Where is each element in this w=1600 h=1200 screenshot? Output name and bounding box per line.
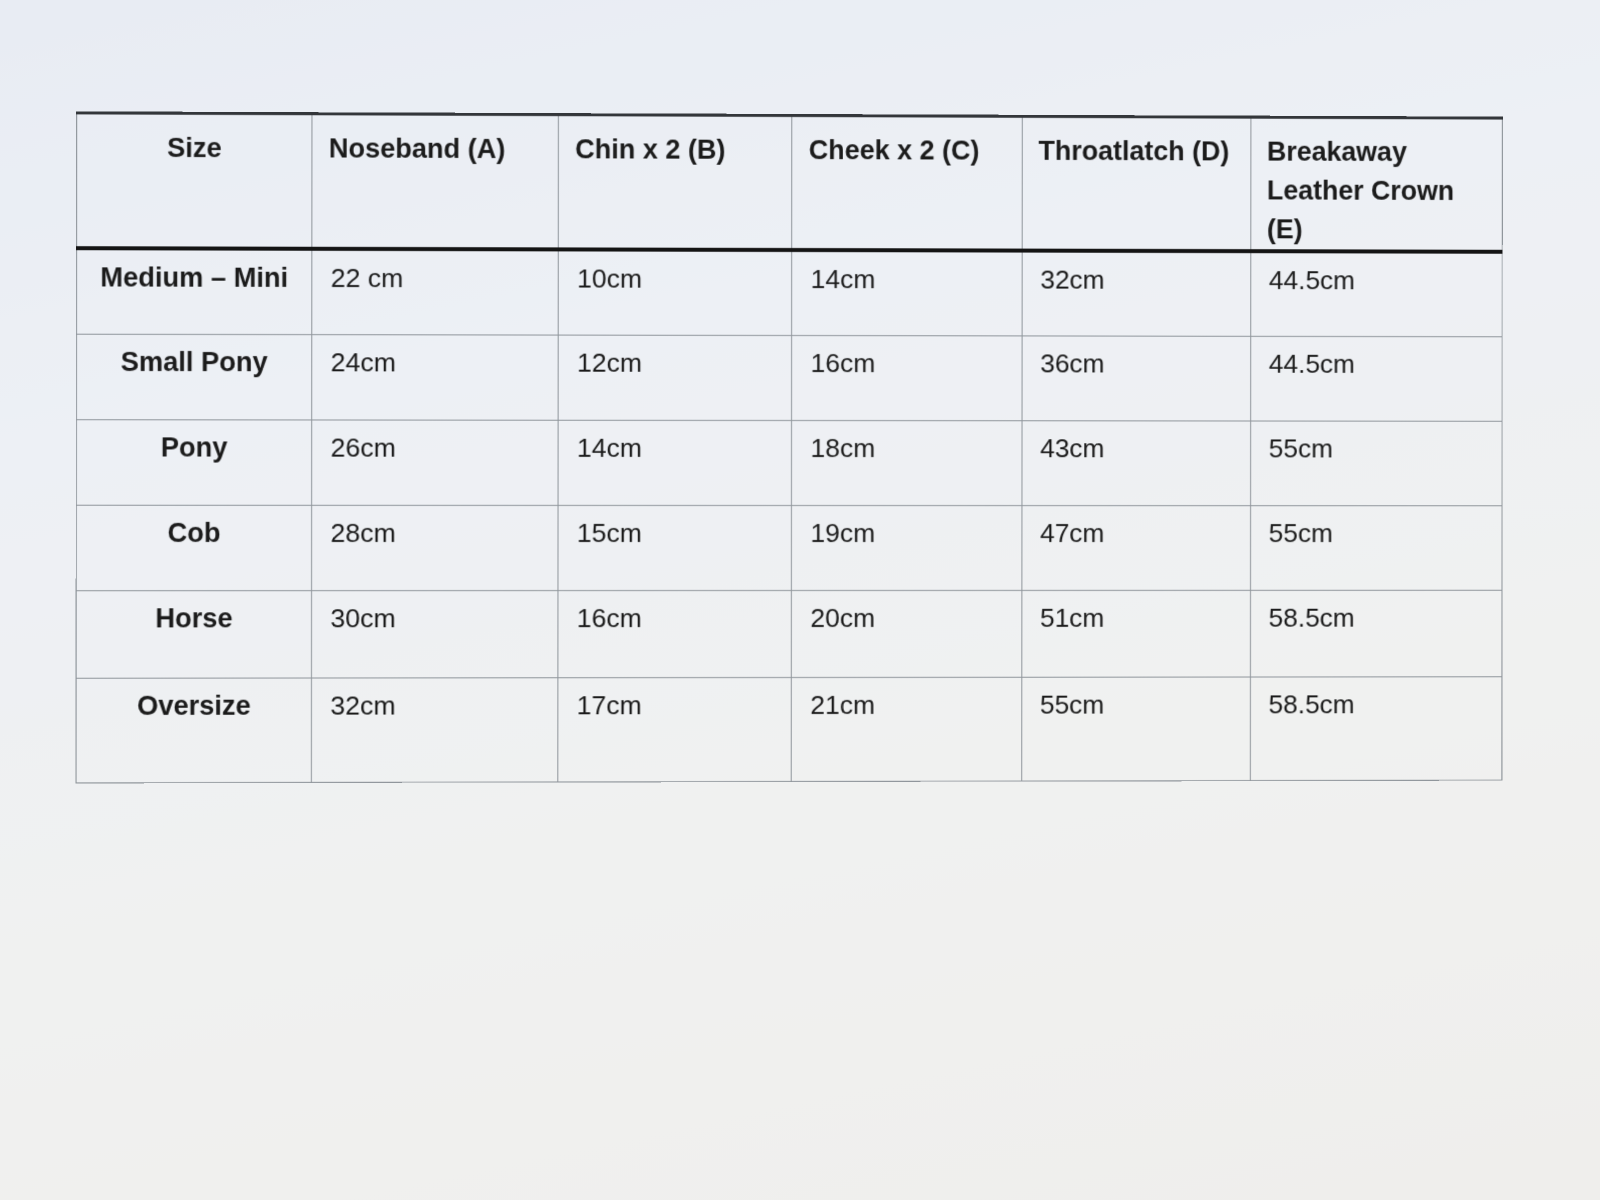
cell-size: Cob (76, 505, 312, 591)
cell-cheek: 21cm (792, 677, 1022, 781)
table-row (76, 420, 1502, 506)
cell-noseband: 22 cm (312, 249, 559, 335)
cell-size: Pony (76, 420, 312, 506)
table-row (76, 505, 1502, 591)
cell-chin: 12cm (558, 335, 792, 420)
cell-chin: 16cm (558, 590, 792, 677)
table-row (76, 249, 1502, 337)
cell-crown: 58.5cm (1250, 590, 1502, 677)
halter-size-chart (76, 111, 1503, 783)
cell-chin: 15cm (558, 505, 792, 590)
cell-crown: 44.5cm (1250, 336, 1502, 421)
cell-size: Small Pony (76, 334, 312, 420)
cell-noseband: 24cm (312, 335, 559, 421)
cell-throatlatch: 47cm (1022, 506, 1251, 591)
cell-crown: 55cm (1250, 421, 1502, 506)
cell-noseband: 26cm (312, 420, 559, 505)
table-row (76, 334, 1502, 421)
cell-cheek: 18cm (792, 420, 1022, 505)
cell-throatlatch: 32cm (1022, 251, 1251, 336)
column-header-cheek: Cheek x 2 (C) (792, 115, 1022, 251)
cell-throatlatch: 36cm (1022, 336, 1251, 421)
cell-cheek: 16cm (792, 335, 1022, 420)
cell-chin: 14cm (558, 420, 792, 505)
cell-noseband: 32cm (312, 678, 559, 783)
cell-chin: 17cm (558, 677, 792, 781)
cell-size: Medium – Mini (76, 249, 312, 335)
cell-size: Oversize (76, 678, 312, 783)
cell-cheek: 19cm (792, 505, 1022, 590)
table-row (76, 590, 1502, 678)
table-row (76, 677, 1502, 783)
column-header-throatlatch: Throatlatch (D) (1022, 116, 1251, 251)
header-row (77, 113, 1503, 252)
cell-throatlatch: 43cm (1022, 421, 1251, 506)
cell-cheek: 20cm (792, 590, 1022, 677)
cell-crown: 55cm (1250, 506, 1502, 591)
cell-cheek: 14cm (792, 250, 1022, 335)
cell-size: Horse (76, 591, 312, 679)
cell-noseband: 28cm (312, 505, 559, 590)
cell-throatlatch: 55cm (1021, 677, 1250, 781)
column-header-size: Size (77, 113, 313, 249)
cell-crown: 58.5cm (1250, 677, 1502, 781)
column-header-chin: Chin x 2 (B) (559, 115, 793, 251)
column-header-breakaway-leather-crown: Breakaway Leather Crown (E) (1251, 117, 1503, 252)
column-header-noseband: Noseband (A) (312, 114, 559, 250)
cell-crown: 44.5cm (1251, 252, 1503, 337)
cell-noseband: 30cm (312, 590, 559, 677)
cell-chin: 10cm (559, 250, 793, 336)
cell-throatlatch: 51cm (1021, 590, 1250, 677)
